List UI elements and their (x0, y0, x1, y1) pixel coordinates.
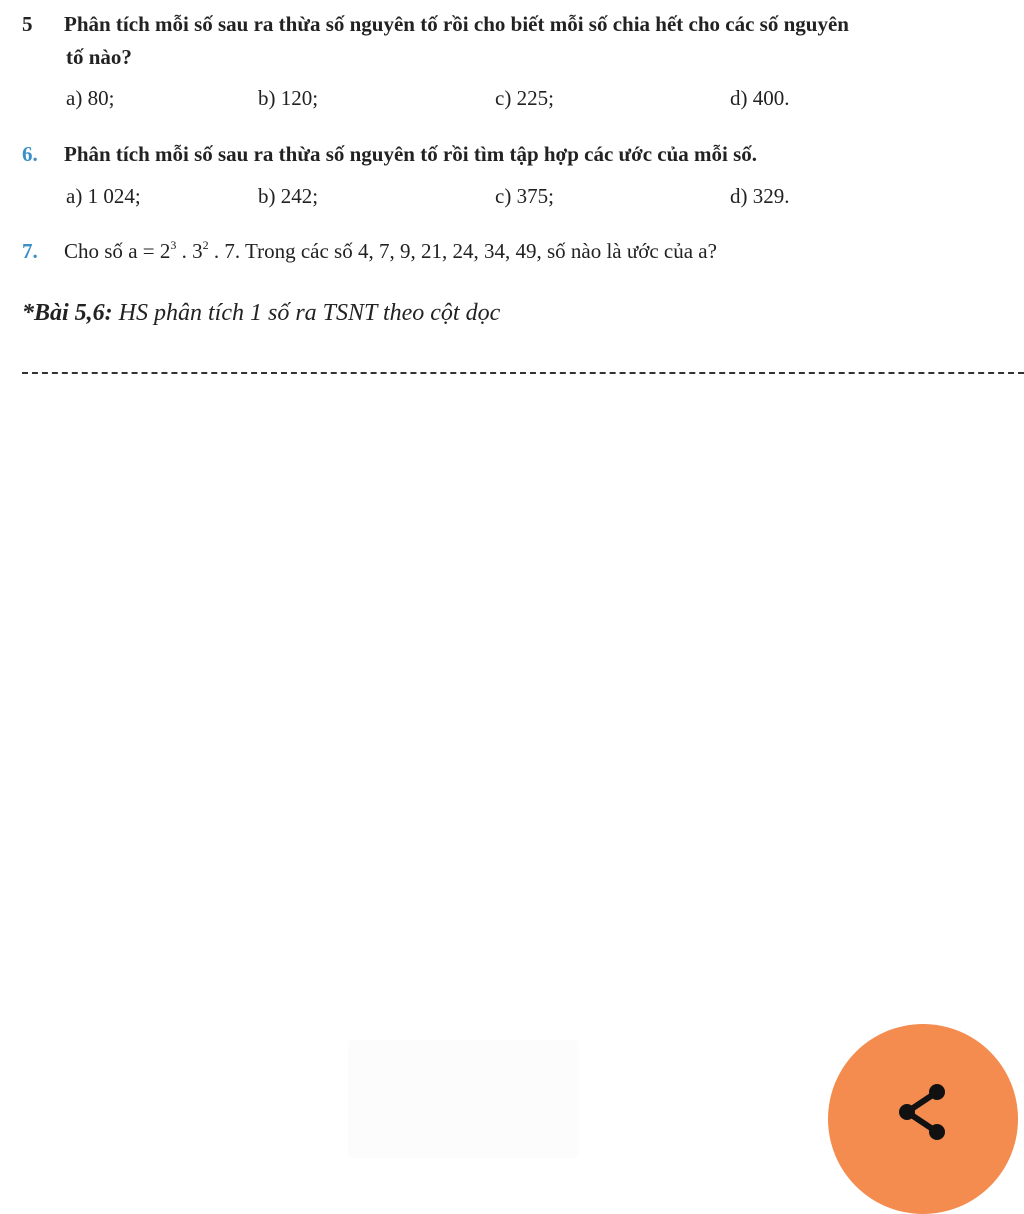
question-6 (22, 142, 757, 167)
question-5-option-c: c) 225; (495, 86, 554, 110)
question-5-option-a: a) 80; (66, 86, 115, 110)
question-5-option-b: b) 120; (258, 86, 319, 110)
dashed-divider (22, 372, 1024, 374)
formula-factor-7: . 7. (208, 239, 241, 263)
question-7-number: 7. (22, 239, 38, 263)
formula-base-3: . 3 (176, 239, 203, 263)
teacher-note (22, 300, 500, 327)
formula-exponent-3: 3 (170, 238, 177, 252)
note-label: *Bài 5,6: (22, 300, 113, 326)
formula-exponent-2: 2 (202, 238, 209, 252)
question-6-option-c: c) 375; (495, 184, 554, 208)
question-6-text: Phân tích mỗi số sau ra thừa số nguyên tố rồi tìm tập hợp các ước của mỗi số. (64, 142, 758, 166)
question-7-rest: Trong các số 4, 7, 9, 21, 24, 34, 49, số nào là ước của a? (244, 239, 717, 263)
question-6-option-b: b) 242; (258, 184, 319, 208)
question-5-text-line1: Phân tích mỗi số sau ra thừa số nguyên tố rồi cho biết mỗi số chia hết cho các số nguyên (64, 12, 849, 36)
question-5 (22, 12, 849, 37)
note-text: HS phân tích 1 số ra TSNT theo cột dọc (118, 300, 501, 326)
question-6-option-a: a) 1 024; (66, 184, 141, 208)
question-5-text-line2: tố nào? (66, 45, 132, 69)
question-5-option-d: d) 400. (730, 86, 790, 110)
question-7-formula (128, 239, 240, 263)
formula-base-2: a = 2 (128, 239, 171, 263)
question-7-prefix: Cho số (64, 239, 123, 263)
question-5-number: 5 (22, 12, 33, 36)
question-6-number: 6. (22, 142, 38, 166)
question-6-option-d: d) 329. (730, 184, 790, 208)
faint-placeholder-box (348, 1040, 578, 1158)
share-button[interactable] (828, 1024, 1018, 1214)
share-icon (891, 1090, 955, 1149)
question-7 (22, 238, 717, 264)
